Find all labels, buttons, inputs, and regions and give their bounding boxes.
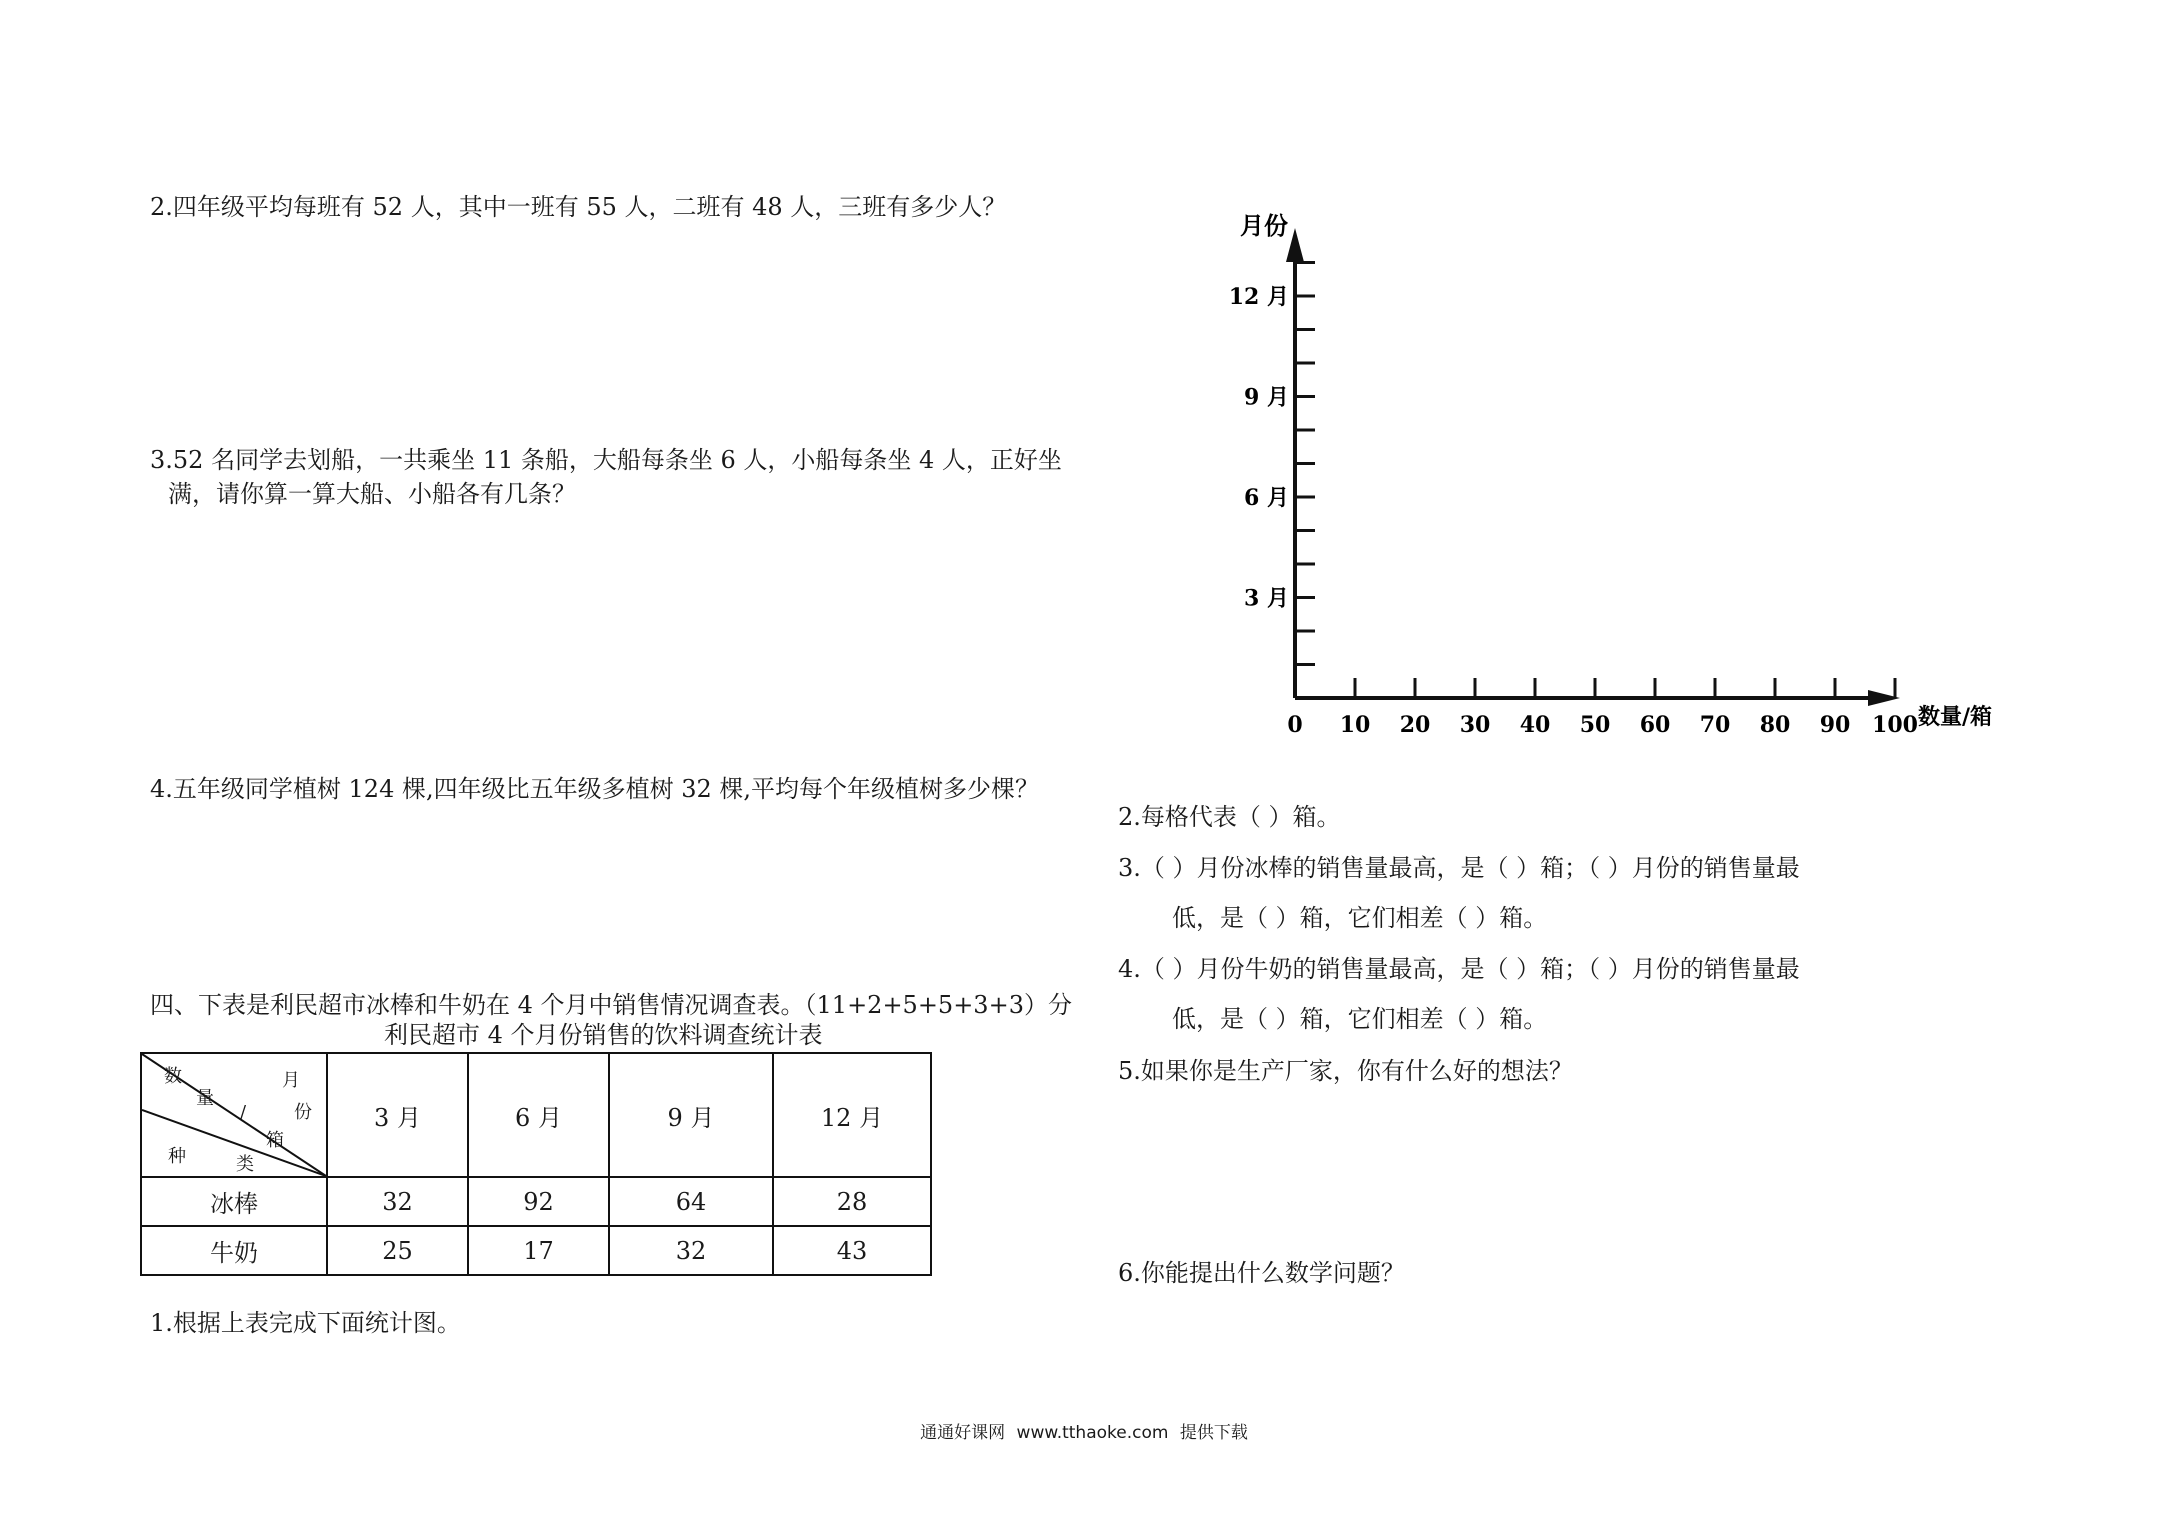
sub-question-2: 2.每格代表（ ）箱。 (1118, 803, 1341, 831)
corner-label-slash: / (240, 1102, 247, 1123)
chart-axes (1286, 228, 1900, 706)
cell-bingbang-12: 28 (773, 1177, 931, 1226)
y-tick-label: 12 月 (1228, 284, 1289, 310)
question-3-line-2: 满，请你算一算大船、小船各有几条？ (168, 480, 576, 508)
question-3-line-1: 3.52 名同学去划船，一共乘坐 11 条船，大船每条坐 6 人，小船每条坐 4 人，正好坐 (150, 446, 1062, 474)
cell-niunai-6: 17 (468, 1226, 609, 1275)
sub-question-4 (1118, 952, 1800, 1036)
sub-question-3-line-2: 低，是（ ）箱，它们相差（ ）箱。 (1172, 904, 1548, 932)
footer (0, 1418, 2168, 1443)
sub-question-6: 6.你能提出什么数学问题？ (1118, 1259, 1405, 1287)
cell-niunai-12: 43 (773, 1226, 931, 1275)
corner-label-lei: 类 (236, 1154, 254, 1175)
corner-label-zhong: 种 (168, 1146, 186, 1167)
sub-question-3-line-1: 3.（ ）月份冰棒的销售量最高，是（ ）箱；（ ）月份的销售量最 (1118, 854, 1800, 882)
x-tick-label: 10 (1339, 712, 1371, 738)
table-header-row (141, 1053, 931, 1177)
sub-question-1: 1.根据上表完成下面统计图。 (150, 1309, 461, 1337)
footer-site-name: 通通好课网 (920, 1423, 1006, 1443)
cell-niunai-3: 25 (327, 1226, 468, 1275)
x-tick-label: 40 (1519, 712, 1551, 738)
question-3 (150, 443, 1062, 511)
footer-url[interactable]: www.tthaoke.com (1016, 1423, 1169, 1443)
section-4-title: 四、下表是利民超市冰棒和牛奶在 4 个月中销售情况调查表。（11+2+5+5+3+3）分 (150, 991, 1072, 1019)
corner-label-fen: 份 (294, 1102, 312, 1123)
question-4: 4.五年级同学植树 124 棵,四年级比五年级多植树 32 棵,平均每个年级植树多少棵？ (150, 775, 1040, 803)
sub-question-5: 5.如果你是生产厂家，你有什么好的想法？ (1118, 1057, 1573, 1085)
x-tick-label: 20 (1399, 712, 1431, 738)
x-tick-label: 0 (1287, 712, 1303, 738)
x-axis-label: 数量/箱 (1918, 704, 1993, 730)
row-name-niunai: 牛奶 (141, 1226, 327, 1275)
row-name-bingbang: 冰棒 (141, 1177, 327, 1226)
y-axis-label: 月份 (1240, 211, 1288, 240)
sub-question-4-line-1: 4.（ ）月份牛奶的销售量最高，是（ ）箱；（ ）月份的销售量最 (1118, 955, 1800, 983)
sub-question-4-line-2: 低，是（ ）箱，它们相差（ ）箱。 (1172, 1005, 1548, 1033)
x-tick-label: 70 (1699, 712, 1731, 738)
sales-table (140, 1052, 932, 1276)
footer-suffix: 提供下载 (1179, 1423, 1248, 1443)
x-tick-label: 60 (1639, 712, 1671, 738)
cell-bingbang-9: 64 (609, 1177, 773, 1226)
x-tick-label: 80 (1759, 712, 1791, 738)
x-tick-label: 50 (1579, 712, 1611, 738)
y-tick-label: 3 月 (1244, 585, 1289, 612)
table-row-niunai (141, 1226, 931, 1275)
x-tick-label: 100 (1872, 712, 1918, 738)
cell-niunai-9: 32 (609, 1226, 773, 1275)
x-tick-label: 90 (1819, 712, 1851, 738)
column-header-12: 12 月 (773, 1053, 931, 1177)
x-tick-label: 30 (1459, 712, 1491, 738)
bar-chart-blank (1220, 210, 2010, 740)
table-corner-cell (141, 1053, 327, 1177)
sub-question-3 (1118, 851, 1800, 935)
y-axis-arrow (1286, 228, 1304, 262)
cell-bingbang-3: 32 (327, 1177, 468, 1226)
column-header-6: 6 月 (468, 1053, 609, 1177)
column-header-9: 9 月 (609, 1053, 773, 1177)
corner-label-shu: 数 (164, 1066, 182, 1087)
chart-y-ticks (1229, 263, 1315, 665)
corner-label-xiang: 箱 (266, 1130, 284, 1151)
table-caption: 利民超市 4 个月份销售的饮料调查统计表 (384, 1021, 823, 1049)
table-row-bingbang (141, 1177, 931, 1226)
corner-label-liang: 量 (196, 1088, 214, 1109)
corner-label-yue: 月 (282, 1070, 300, 1091)
y-tick-label: 9 月 (1244, 384, 1289, 411)
y-tick-label: 6 月 (1244, 485, 1289, 511)
chart-x-ticks (1287, 678, 1918, 738)
column-header-3: 3 月 (327, 1053, 468, 1177)
question-2: 2.四年级平均每班有 52 人，其中一班有 55 人，二班有 48 人，三班有多少人？ (150, 193, 1007, 221)
cell-bingbang-6: 92 (468, 1177, 609, 1226)
